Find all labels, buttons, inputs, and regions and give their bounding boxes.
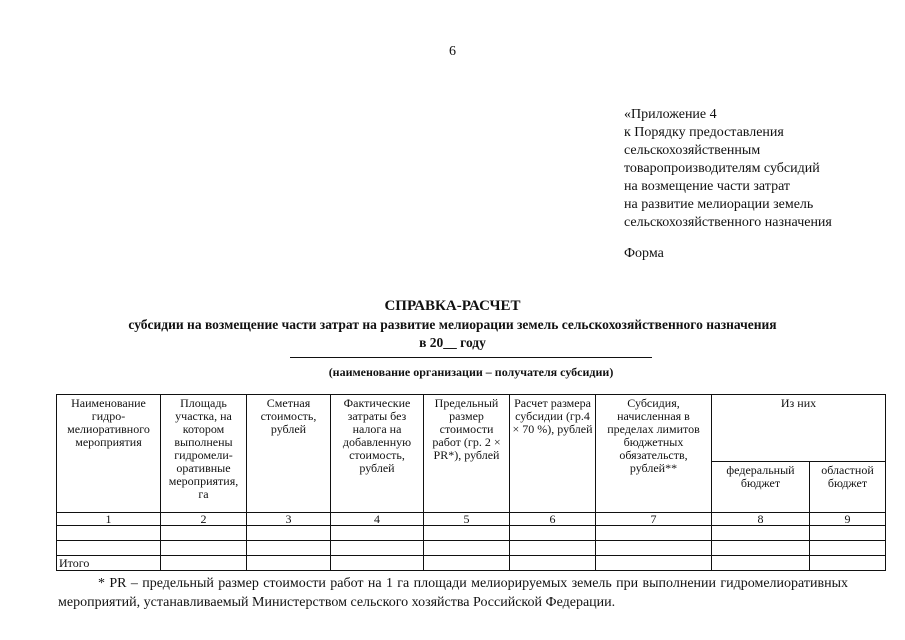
- column-number: 4: [331, 513, 424, 526]
- table-cell: [810, 526, 886, 541]
- table-cell: [424, 556, 510, 571]
- table-cell: [712, 541, 810, 556]
- table-cell: [810, 556, 886, 571]
- table-cell: [424, 541, 510, 556]
- table-cell: [247, 541, 331, 556]
- table-cell: [331, 556, 424, 571]
- table-cell: [510, 556, 596, 571]
- table-cell: [57, 541, 161, 556]
- header-area: Площадь участка, на котором выполнены гидромели-оративные мероприятия, га: [161, 395, 247, 513]
- header-estimated-cost: Сметная стоимость, рублей: [247, 395, 331, 513]
- table-cell: [247, 556, 331, 571]
- column-number: 5: [424, 513, 510, 526]
- column-number: 7: [596, 513, 712, 526]
- table-cell: [161, 556, 247, 571]
- table-cell: [331, 541, 424, 556]
- column-number: 3: [247, 513, 331, 526]
- table-cell: [596, 556, 712, 571]
- header-subsidy-calculation: Расчет размера субсидии (гр.4 × 70 %), рублей: [510, 395, 596, 513]
- document-subtitle: субсидии на возмещение части затрат на развитие мелиорации земель сельскохозяйственного назначения: [128, 317, 777, 332]
- table-cell: [712, 556, 810, 571]
- column-number: 1: [57, 513, 161, 526]
- table-cell: [596, 526, 712, 541]
- column-number: 8: [712, 513, 810, 526]
- table-cell: [331, 526, 424, 541]
- header-max-cost: Предельный размер стоимости работ (гр. 2 × PR*), рублей: [424, 395, 510, 513]
- table-cell: [424, 526, 510, 541]
- document-year-line: в 20__ году: [419, 335, 486, 350]
- table-cell: [510, 526, 596, 541]
- appendix-line: на развитие мелиорации земель: [624, 197, 814, 212]
- column-number-row: [57, 513, 886, 526]
- appendix-line: сельскохозяйственным: [624, 143, 761, 158]
- total-row: [57, 556, 886, 571]
- table-cell: [57, 526, 161, 541]
- table-cell: [810, 541, 886, 556]
- appendix-line: сельскохозяйственного назначения: [624, 215, 832, 230]
- document-title: СПРАВКА-РАСЧЕТ: [384, 298, 521, 314]
- column-number: 2: [161, 513, 247, 526]
- column-number: 9: [810, 513, 886, 526]
- header-regional-budget: областной бюджет: [810, 462, 886, 513]
- table-cell: [712, 526, 810, 541]
- appendix-line: «Приложение 4: [624, 107, 717, 122]
- table-cell: [247, 526, 331, 541]
- header-accrued-subsidy: Субсидия, начисленная в пределах лимитов бюджетных обязательств, рублей**: [596, 395, 712, 513]
- appendix-line: товаропроизводителям субсидий: [624, 161, 820, 176]
- calculation-table: [56, 394, 886, 571]
- appendix-header: [624, 106, 832, 232]
- table-header-row: [57, 395, 886, 462]
- header-measure-name: Наименование гидро-мелиоративного мероприятия: [57, 395, 161, 513]
- appendix-line: к Порядку предоставления: [624, 125, 784, 140]
- organization-caption: (наименование организации – получателя субсидии): [328, 365, 614, 379]
- table-cell: [161, 541, 247, 556]
- footnote: * PR – предельный размер стоимости работ на 1 га площади мелиорируемых земель при выполнении гидромелиоративных мероприятий, устанавливаемый Министерством сельского хозяйства Российской Федерации.: [58, 576, 848, 610]
- total-label: Итого: [57, 556, 161, 571]
- organization-name-line: [290, 357, 652, 358]
- table-cell: [510, 541, 596, 556]
- header-actual-costs: Фактические затраты без налога на добавленную стоимость, рублей: [331, 395, 424, 513]
- column-number: 6: [510, 513, 596, 526]
- table-row: [57, 541, 886, 556]
- page-number: 6: [449, 44, 456, 59]
- appendix-line: на возмещение части затрат: [624, 179, 791, 194]
- table-cell: [161, 526, 247, 541]
- table-cell: [596, 541, 712, 556]
- header-federal-budget: федеральный бюджет: [712, 462, 810, 513]
- header-of-which: Из них: [712, 395, 886, 462]
- table-row: [57, 526, 886, 541]
- form-label: Форма: [624, 246, 664, 261]
